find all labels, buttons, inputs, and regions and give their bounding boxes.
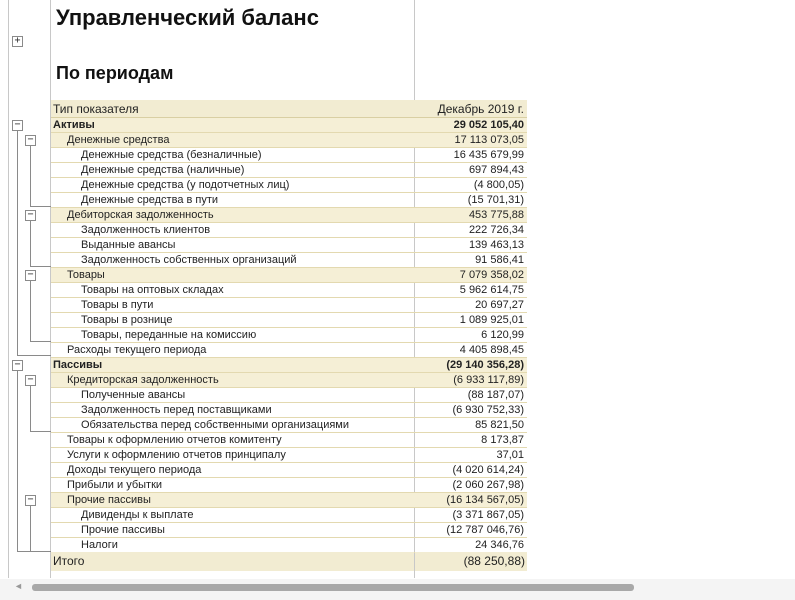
row-value: 453 775,88 xyxy=(415,208,527,223)
table-row[interactable] xyxy=(51,253,527,268)
tree-line-assets xyxy=(17,130,18,356)
table-row[interactable] xyxy=(51,403,527,418)
row-label: Пассивы xyxy=(51,358,416,373)
table-row[interactable] xyxy=(51,373,527,388)
table-row[interactable] xyxy=(51,493,527,508)
table-row[interactable] xyxy=(51,448,527,463)
tree-line-payables-bottom xyxy=(30,431,51,432)
row-value: 29 052 105,40 xyxy=(415,118,527,133)
tree-line-receivables-bottom xyxy=(30,266,51,267)
row-label: Активы xyxy=(51,118,416,133)
collapse-cash-icon[interactable]: − xyxy=(25,135,36,146)
collapse-receivables-icon[interactable]: − xyxy=(25,210,36,221)
row-value: (16 134 567,05) xyxy=(415,493,527,508)
row-value: (12 787 046,76) xyxy=(415,523,527,538)
row-label: Денежные средства (наличные) xyxy=(51,163,444,178)
table-row[interactable] xyxy=(51,343,527,358)
table-row[interactable] xyxy=(51,313,527,328)
row-value: 20 697,27 xyxy=(415,298,527,313)
collapse-assets-icon[interactable]: − xyxy=(12,120,23,131)
row-label: Товары xyxy=(51,268,430,283)
row-value: (29 140 356,28) xyxy=(415,358,527,373)
collapse-liabilities-icon[interactable]: − xyxy=(12,360,23,371)
collapse-payables-icon[interactable]: − xyxy=(25,375,36,386)
collapse-goods-icon[interactable]: − xyxy=(25,270,36,281)
table-row[interactable] xyxy=(51,508,527,523)
row-label: Денежные средства (у подотчетных лиц) xyxy=(51,178,444,193)
row-label: Обязательства перед собственными организациями xyxy=(51,418,444,433)
row-label: Товары на оптовых складах xyxy=(51,283,444,298)
tree-line-liabilities-bottom xyxy=(17,551,51,552)
table-row[interactable] xyxy=(51,463,527,478)
row-label: Дивиденды к выплате xyxy=(51,508,444,523)
table-row[interactable] xyxy=(51,178,527,193)
row-value: 139 463,13 xyxy=(415,238,527,253)
total-row[interactable] xyxy=(51,552,527,571)
table-row[interactable] xyxy=(51,538,527,553)
table-row[interactable] xyxy=(51,208,527,223)
row-value: 4 405 898,45 xyxy=(415,343,527,358)
row-value: 222 726,34 xyxy=(415,223,527,238)
tree-line-liabilities xyxy=(17,370,18,551)
row-value: (6 933 117,89) xyxy=(415,373,527,388)
row-label: Задолженность клиентов xyxy=(51,223,444,238)
row-label: Прочие пассивы xyxy=(51,493,430,508)
row-value: 1 089 925,01 xyxy=(415,313,527,328)
row-label: Налоги xyxy=(51,538,444,553)
row-value: 697 894,43 xyxy=(415,163,527,178)
table-row[interactable] xyxy=(51,298,527,313)
tree-line-assets-bottom xyxy=(17,355,51,356)
tree-line-other xyxy=(30,505,31,551)
column-divider-left xyxy=(8,0,9,578)
row-value: (2 060 267,98) xyxy=(415,478,527,493)
table-row[interactable] xyxy=(51,283,527,298)
expand-header-icon[interactable]: + xyxy=(12,36,23,47)
table-row[interactable] xyxy=(51,358,527,373)
row-label: Задолженность перед поставщиками xyxy=(51,403,444,418)
row-label: Кредиторская задолженность xyxy=(51,373,430,388)
row-value: 24 346,76 xyxy=(415,538,527,553)
row-label: Товары в пути xyxy=(51,298,444,313)
row-label: Полученные авансы xyxy=(51,388,444,403)
row-value: 7 079 358,02 xyxy=(415,268,527,283)
row-label: Задолженность собственных организаций xyxy=(51,253,444,268)
report-subtitle: По периодам xyxy=(56,63,174,83)
row-label: Доходы текущего периода xyxy=(51,463,430,478)
row-label: Товары к оформлению отчетов комитенту xyxy=(51,433,430,448)
tree-line-payables xyxy=(30,385,31,431)
table-row[interactable] xyxy=(51,163,527,178)
row-value: 85 821,50 xyxy=(415,418,527,433)
row-value: (88 187,07) xyxy=(415,388,527,403)
row-value: 37,01 xyxy=(415,448,527,463)
table-row[interactable] xyxy=(51,223,527,238)
table-row[interactable] xyxy=(51,238,527,253)
table-row[interactable] xyxy=(51,433,527,448)
row-label: Прочие пассивы xyxy=(51,523,444,538)
table-row[interactable] xyxy=(51,133,527,148)
row-value: 8 173,87 xyxy=(415,433,527,448)
row-label: Денежные средства (безналичные) xyxy=(51,148,444,163)
row-label: Выданные авансы xyxy=(51,238,444,253)
collapse-other-liabilities-icon[interactable]: − xyxy=(25,495,36,506)
report-title: Управленческий баланс xyxy=(56,5,319,30)
row-label: Услуги к оформлению отчетов принципалу xyxy=(51,448,430,463)
table-row[interactable] xyxy=(51,328,527,343)
tree-line-goods-bottom xyxy=(30,341,51,342)
table-row[interactable] xyxy=(51,118,527,133)
row-label: Расходы текущего периода xyxy=(51,343,430,358)
row-value: (3 371 867,05) xyxy=(415,508,527,523)
tree-line-receivables xyxy=(30,220,31,266)
row-value: 5 962 614,75 xyxy=(415,283,527,298)
scrollbar-thumb[interactable] xyxy=(32,584,634,591)
row-value: 6 120,99 xyxy=(415,328,527,343)
row-label: Товары в рознице xyxy=(51,313,444,328)
table-row[interactable] xyxy=(51,418,527,433)
table-row[interactable] xyxy=(51,388,527,403)
tree-line-cash xyxy=(30,145,31,206)
header-period: Декабрь 2019 г. xyxy=(415,100,527,118)
row-value: (4 020 614,24) xyxy=(415,463,527,478)
row-label: Денежные средства в пути xyxy=(51,193,444,208)
tree-line-cash-bottom xyxy=(30,206,51,207)
total-label: Итого xyxy=(51,552,414,571)
total-value: (88 250,88) xyxy=(415,552,527,571)
scroll-left-icon[interactable]: ◄ xyxy=(14,581,23,591)
row-label: Прибыли и убытки xyxy=(51,478,430,493)
row-value: (4 800,05) xyxy=(415,178,527,193)
table-row[interactable] xyxy=(51,523,527,538)
row-value: (15 701,31) xyxy=(415,193,527,208)
table-row[interactable] xyxy=(51,268,527,283)
row-label: Товары, переданные на комиссию xyxy=(51,328,444,343)
table-row[interactable] xyxy=(51,193,527,208)
table-row[interactable] xyxy=(51,478,527,493)
table-row[interactable] xyxy=(51,148,527,163)
row-value: 17 113 073,05 xyxy=(415,133,527,148)
tree-line-goods xyxy=(30,280,31,341)
table-header xyxy=(51,100,527,118)
row-label: Дебиторская задолженность xyxy=(51,208,430,223)
row-value: (6 930 752,33) xyxy=(415,403,527,418)
header-indicator-type: Тип показателя xyxy=(51,100,415,118)
row-value: 91 586,41 xyxy=(415,253,527,268)
row-value: 16 435 679,99 xyxy=(415,148,527,163)
row-label: Денежные средства xyxy=(51,133,430,148)
